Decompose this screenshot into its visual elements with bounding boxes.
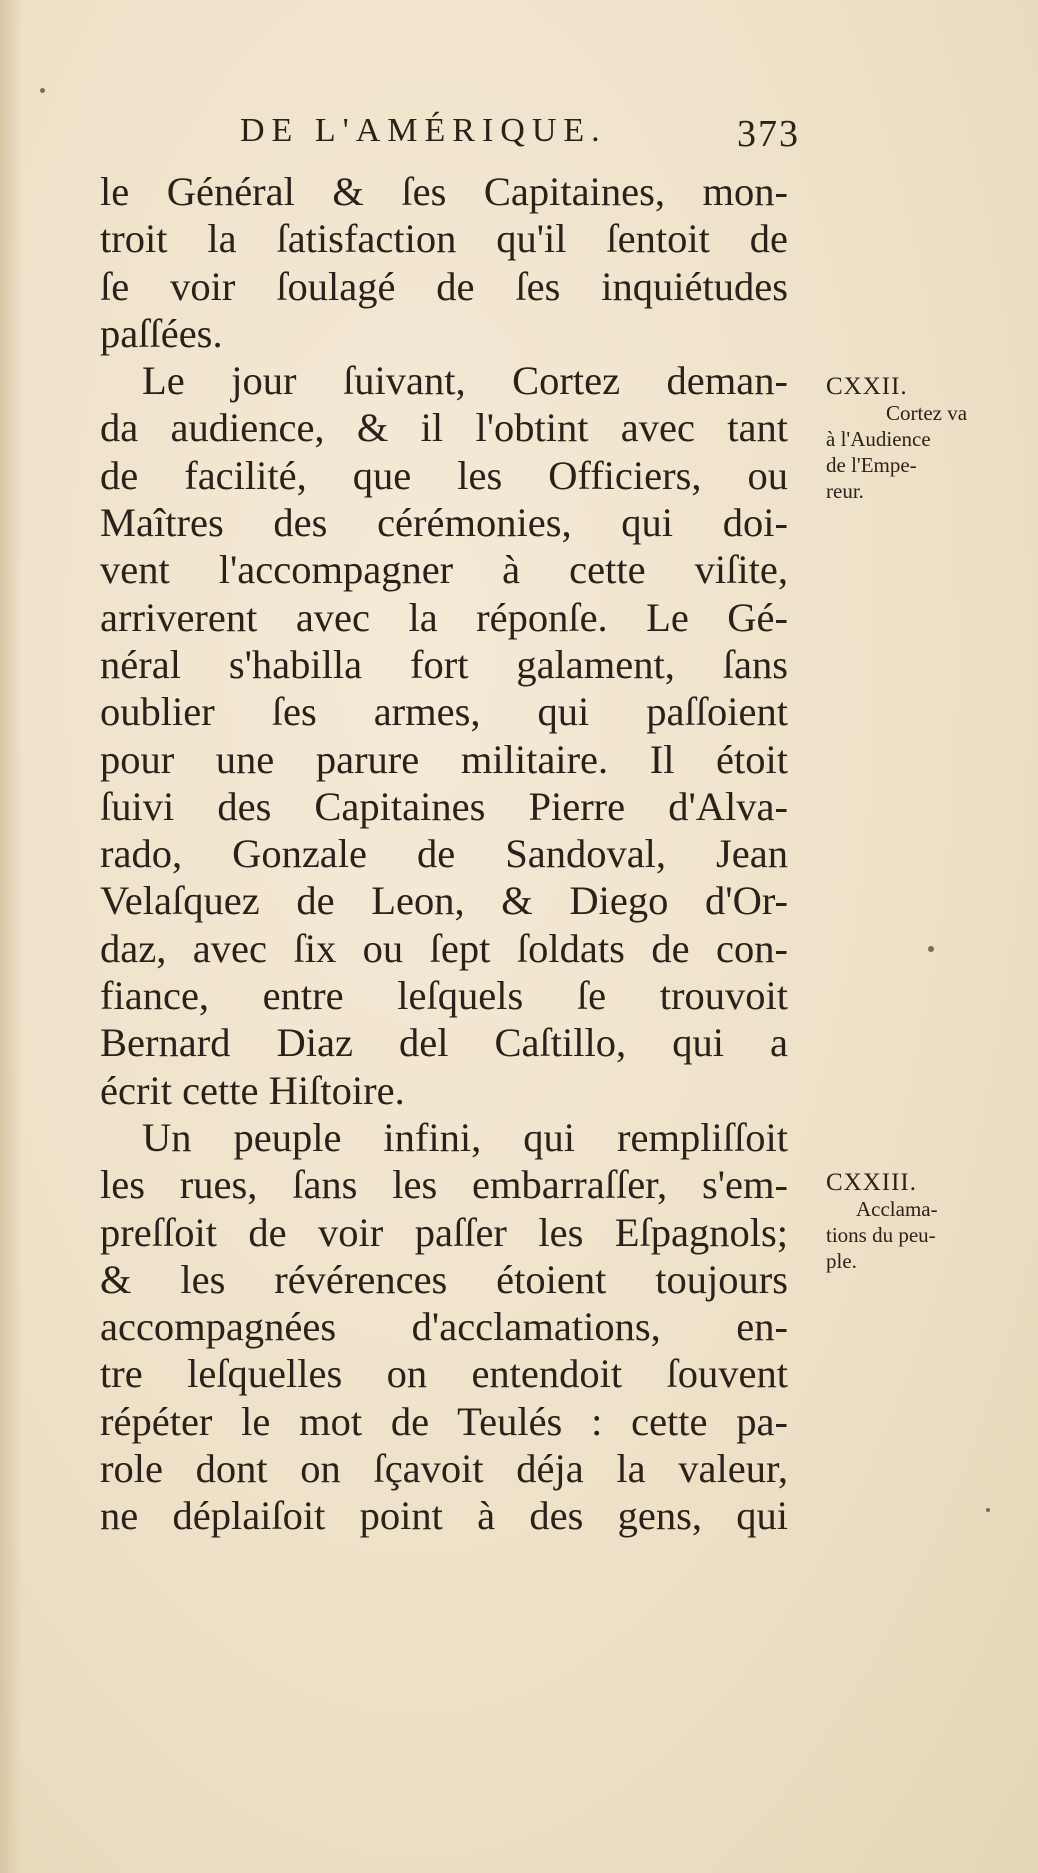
text-line: répéter le mot de Teulés : cette pa- (100, 1398, 788, 1444)
text-line: ne déplaiſoit point à des gens, qui (100, 1493, 788, 1539)
text-line: fiance, entre leſquels ſe trouvoit (100, 973, 788, 1019)
text-line: Velaſquez de Leon, & Diego d'Or- (100, 878, 788, 924)
text-line: paſſées. (100, 310, 223, 356)
page-binding-shadow (0, 0, 22, 1873)
text-line: les rues, ſans les embarraſſer, s'em- (100, 1162, 788, 1208)
margin-note-line: ple. (826, 1249, 857, 1273)
paper-speck (40, 88, 45, 93)
text-line: ſuivi des Capitaines Pierre d'Alva- (100, 783, 788, 829)
text-line: de facilité, que les Officiers, ou (100, 452, 788, 498)
text-line: néral s'habilla fort galament, ſans (100, 641, 788, 687)
margin-note-cxxiii (826, 1170, 1006, 1274)
margin-note-number: CXXII. (826, 373, 908, 400)
page-number: 373 (737, 113, 800, 155)
text-line: tre leſquelles on entendoit ſouvent (100, 1351, 788, 1397)
body-text (100, 168, 788, 1540)
text-line: pour une parure militaire. Il étoit (100, 736, 788, 782)
text-line: & les révérences étoient toujours (100, 1256, 788, 1302)
margin-note-line: à l'Audience (826, 427, 931, 451)
paper-speck (986, 1508, 990, 1512)
running-head (240, 112, 800, 162)
text-line: daz, avec ſix ou ſept ſoldats de con- (100, 925, 788, 971)
text-line: role dont on ſçavoit déja la valeur, (100, 1446, 788, 1492)
text-line: Bernard Diaz del Caſtillo, qui a (100, 1020, 788, 1066)
margin-note-line: reur. (826, 479, 864, 503)
margin-note-line: Cortez va (886, 401, 968, 425)
text-line: ſe voir ſoulagé de ſes inquiétudes (100, 263, 788, 309)
text-line: vent l'accompagner à cette viſite, (100, 547, 788, 593)
text-line: Un peuple infini, qui rempliſſoit (142, 1114, 788, 1160)
text-line: le Général & ſes Capitaines, mon- (100, 169, 788, 214)
text-line: Maîtres des cérémonies, qui doi- (100, 500, 788, 546)
margin-note-line: tions du peu- (826, 1223, 936, 1247)
text-line: accompagnées d'acclamations, en- (100, 1304, 788, 1350)
margin-note-line: Acclama- (856, 1197, 938, 1221)
text-line: écrit cette Hiſtoire. (100, 1067, 405, 1113)
margin-note-line: de l'Empe- (826, 453, 917, 477)
text-line: da audience, & il l'obtint avec tant (100, 405, 788, 451)
text-line: arriverent avec la réponſe. Le Gé- (100, 594, 788, 640)
margin-note-cxxii (826, 374, 1006, 504)
paper-speck (928, 946, 934, 952)
running-head-title: DE L'AMÉRIQUE. (240, 112, 607, 149)
text-line: Le jour ſuivant, Cortez deman- (142, 358, 788, 404)
text-line: oublier ſes armes, qui paſſoient (100, 689, 788, 735)
text-line: rado, Gonzale de Sandoval, Jean (100, 831, 788, 877)
margin-note-number: CXXIII. (826, 1169, 918, 1196)
text-line: troit la ſatisfaction qu'il ſentoit de (100, 216, 788, 262)
text-line: preſſoit de voir paſſer les Eſpagnols; (100, 1209, 788, 1255)
